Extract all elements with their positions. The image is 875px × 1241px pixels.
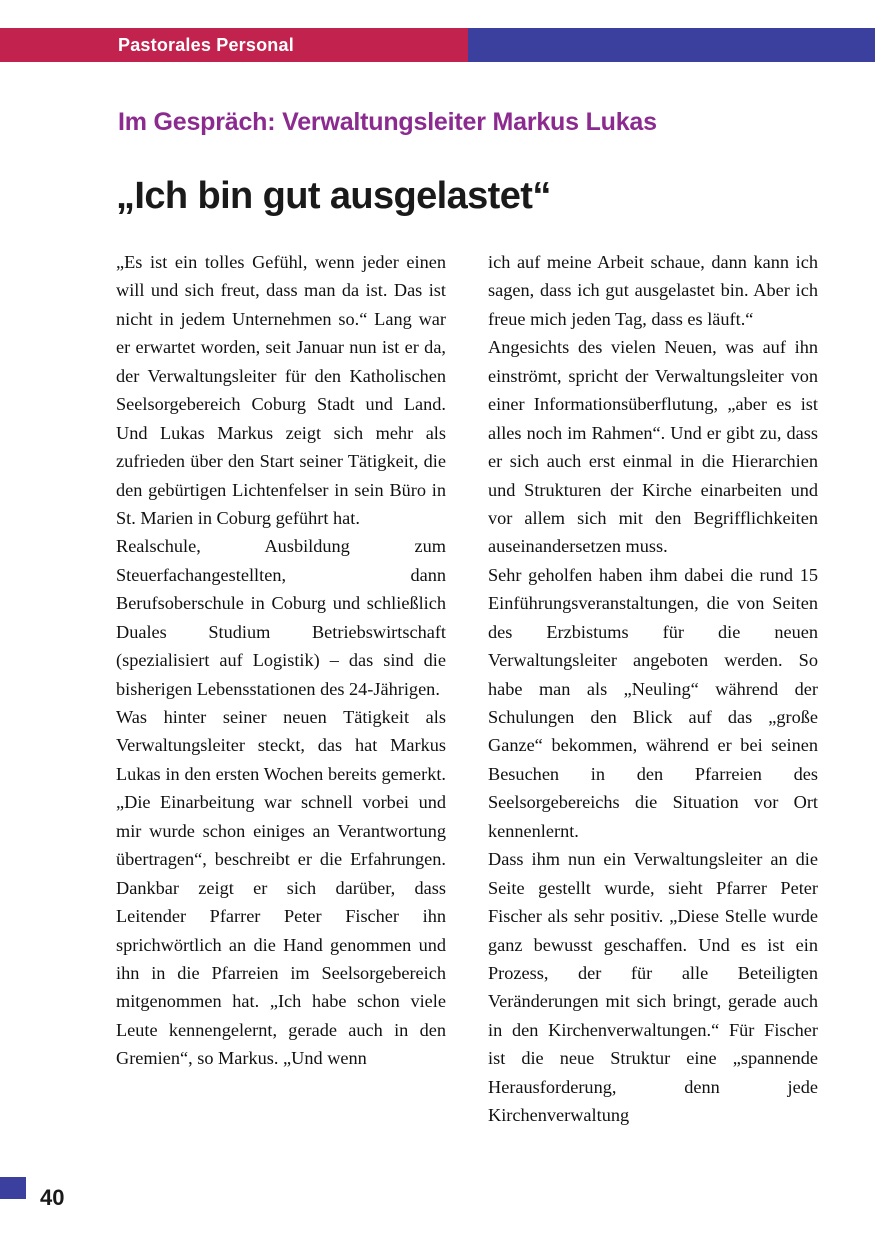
paragraph: Realschule, Ausbildung zum Steuerfachangestellten, dann Berufsoberschule in Coburg und schließlich Duales Studium Betriebswirtschaft (spezialisiert auf Logistik) – das sind die bisherigen Lebensstationen des 24-Jährigen.	[116, 536, 446, 699]
spine-accent-bottom	[0, 1177, 26, 1199]
paragraph: Was hinter seiner neuen Tätigkeit als Verwaltungsleiter steckt, das hat Markus Lukas in den ersten Wochen bereits gemerkt. „Die Einarbeitung war schnell vorbei und mir wurde schon einiges an Verantwortung übertragen“, beschreibt er die Erfahrungen. Dankbar zeigt er sich darüber, dass Leitender Pfarrer Peter Fischer ihn sprichwörtlich an die Hand genommen und ihn in die Pfarreien im Seelsorgebereich mitgenommen hat. „Ich habe schon viele Leute kennengelernt, gerade auch in den Gremien“, so Markus. „Und wenn	[116, 707, 446, 1069]
running-header	[26, 28, 875, 62]
page-number: 40	[40, 1185, 65, 1210]
text-column-left	[116, 248, 446, 1158]
paragraph: Dass ihm nun ein Verwaltungsleiter an die Seite gestellt wurde, sieht Pfarrer Peter Fischer als sehr positiv. „Diese Stelle wurde ganz bewusst geschaffen. Und es ist ein Prozess, der für alle Beteiligten Veränderungen mit sich bringt, gerade auch in den Kirchenverwaltungen.“ Für Fischer ist die neue Struktur eine „spannende Herausforderung, denn jede Kirchenverwaltung	[488, 849, 818, 1126]
header-section-label: Pastorales Personal	[118, 35, 294, 55]
paragraph: ich auf meine Arbeit schaue, dann kann ich sagen, dass ich gut ausgelastet bin. Aber ich freue mich jeden Tag, dass es läuft.“	[488, 252, 818, 329]
paragraph: Angesichts des vielen Neuen, was auf ihn einströmt, spricht der Verwaltungsleiter von einer Informationsüberflutung, „aber es ist alles noch im Rahmen“. Und er gibt zu, dass er sich auch erst einmal in die Hierarchien und Strukturen der Kirche einarbeiten und vor allem sich mit den Begrifflichkeiten auseinandersetzen muss.	[488, 337, 818, 557]
article-kicker: Im Gespräch: Verwaltungsleiter Markus Lukas	[118, 108, 657, 136]
page-title: „Ich bin gut ausgelastet“	[116, 175, 551, 218]
paragraph: Sehr geholfen haben ihm dabei die rund 15 Einführungsveranstaltungen, die von Seiten des Erzbistums für die neuen Verwaltungsleiter angeboten werden. So habe man als „Neuling“ während der Schulungen den Blick auf das „große Ganze“ bekommen, während er bei seinen Besuchen in den Pfarreien des Seelsorgebereichs die Situation vor Ort kennenlernt.	[488, 564, 818, 841]
header-bar-blue	[468, 28, 875, 62]
spine-accent-top	[0, 28, 26, 62]
text-column-right	[488, 248, 818, 1158]
paragraph: „Es ist ein tolles Gefühl, wenn jeder einen will und sich freut, dass man da ist. Das ist nicht in jedem Unternehmen so.“ Lang war er erwartet worden, seit Januar nun ist er da, der Verwaltungsleiter für den Katholischen Seelsorgebereich Coburg Stadt und Land. Und Lukas Markus zeigt sich mehr als zufrieden über den Start seiner Tätigkeit, die den gebürtigen Lichtenfelser in sein Büro in St. Marien in Coburg geführt hat.	[116, 252, 446, 528]
article-body	[116, 248, 818, 1158]
